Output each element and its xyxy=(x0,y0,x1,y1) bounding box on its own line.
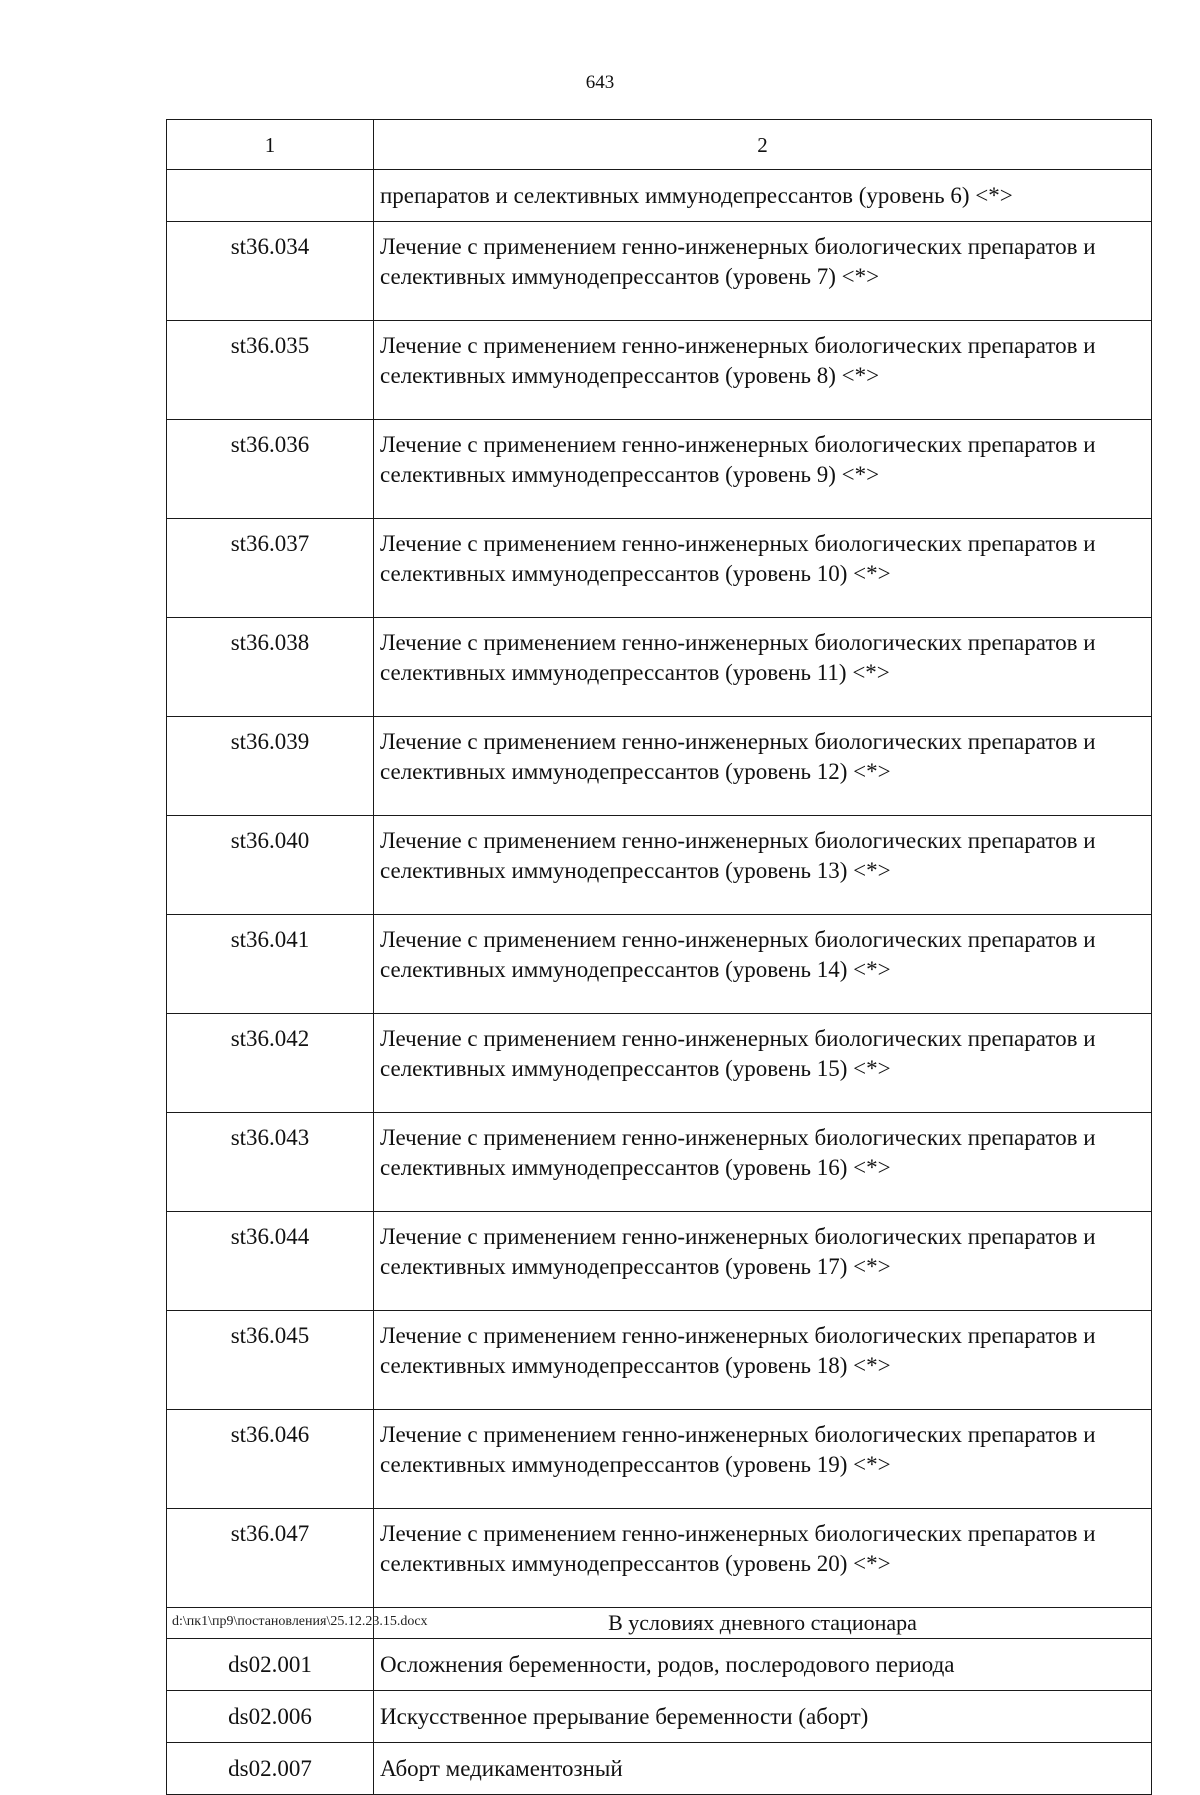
table-row xyxy=(167,1639,1152,1691)
table-row xyxy=(167,1410,1152,1509)
cell-description: Лечение с применением генно-инженерных биологических препаратов и селективных иммунодепрессантов (уровень 7) <*> xyxy=(374,222,1152,321)
cell-code: ds02.006 xyxy=(167,1691,374,1743)
cell-description: Лечение с применением генно-инженерных биологических препаратов и селективных иммунодепрессантов (уровень 8) <*> xyxy=(374,321,1152,420)
cell-code: st36.035 xyxy=(167,321,374,420)
cell-code: ds02.001 xyxy=(167,1639,374,1691)
cell-code: st36.046 xyxy=(167,1410,374,1509)
table-row xyxy=(167,222,1152,321)
cell-code: st36.038 xyxy=(167,618,374,717)
cell-description: Лечение с применением генно-инженерных биологических препаратов и селективных иммунодепрессантов (уровень 20) <*> xyxy=(374,1509,1152,1608)
cell-code: st36.042 xyxy=(167,1014,374,1113)
cell-description: Лечение с применением генно-инженерных биологических препаратов и селективных иммунодепрессантов (уровень 9) <*> xyxy=(374,420,1152,519)
cell-code: st36.041 xyxy=(167,915,374,1014)
table-row xyxy=(167,618,1152,717)
table-row xyxy=(167,321,1152,420)
cell-description: Лечение с применением генно-инженерных биологических препаратов и селективных иммунодепрессантов (уровень 17) <*> xyxy=(374,1212,1152,1311)
footer-file-path: d:\пк1\пр9\постановления\25.12.23.15.docx xyxy=(172,1614,428,1629)
header-cell-code: 1 xyxy=(167,120,374,170)
cell-code: st36.040 xyxy=(167,816,374,915)
table-body xyxy=(167,120,1152,1795)
table-row xyxy=(167,170,1152,222)
table-row xyxy=(167,1311,1152,1410)
cell-description: Лечение с применением генно-инженерных биологических препаратов и селективных иммунодепрессантов (уровень 18) <*> xyxy=(374,1311,1152,1410)
cell-description: Лечение с применением генно-инженерных биологических препаратов и селективных иммунодепрессантов (уровень 10) <*> xyxy=(374,519,1152,618)
cell-description: Лечение с применением генно-инженерных биологических препаратов и селективных иммунодепрессантов (уровень 11) <*> xyxy=(374,618,1152,717)
table-row xyxy=(167,1113,1152,1212)
table-row xyxy=(167,1014,1152,1113)
table-row xyxy=(167,717,1152,816)
header-cell-description: 2 xyxy=(374,120,1152,170)
cell-description: Лечение с применением генно-инженерных биологических препаратов и селективных иммунодепрессантов (уровень 12) <*> xyxy=(374,717,1152,816)
table-row xyxy=(167,1691,1152,1743)
cell-code: st36.045 xyxy=(167,1311,374,1410)
cell-description: Лечение с применением генно-инженерных биологических препаратов и селективных иммунодепрессантов (уровень 14) <*> xyxy=(374,915,1152,1014)
cell-description: Аборт медикаментозный xyxy=(374,1743,1152,1795)
cell-description: Лечение с применением генно-инженерных биологических препаратов и селективных иммунодепрессантов (уровень 13) <*> xyxy=(374,816,1152,915)
page-number: 643 xyxy=(585,72,615,93)
cell-code: st36.043 xyxy=(167,1113,374,1212)
cell-code: st36.036 xyxy=(167,420,374,519)
table-row xyxy=(167,1743,1152,1795)
cell-description: Лечение с применением генно-инженерных биологических препаратов и селективных иммунодепрессантов (уровень 16) <*> xyxy=(374,1113,1152,1212)
document-table xyxy=(166,119,1152,1795)
section-heading: В условиях дневного стационара xyxy=(374,1608,1152,1639)
cell-description: препаратов и селективных иммунодепрессантов (уровень 6) <*> xyxy=(374,170,1152,222)
cell-code: st36.044 xyxy=(167,1212,374,1311)
table-row xyxy=(167,519,1152,618)
table-row xyxy=(167,816,1152,915)
table-row xyxy=(167,1509,1152,1608)
table-row xyxy=(167,1212,1152,1311)
cell-code xyxy=(167,170,374,222)
cell-code: st36.047 xyxy=(167,1509,374,1608)
table-header-row xyxy=(167,120,1152,170)
cell-code: st36.034 xyxy=(167,222,374,321)
cell-code: st36.039 xyxy=(167,717,374,816)
cell-description: Лечение с применением генно-инженерных биологических препаратов и селективных иммунодепрессантов (уровень 19) <*> xyxy=(374,1410,1152,1509)
cell-code: ds02.007 xyxy=(167,1743,374,1795)
cell-code: st36.037 xyxy=(167,519,374,618)
cell-description: Осложнения беременности, родов, послеродового периода xyxy=(374,1639,1152,1691)
cell-description: Искусственное прерывание беременности (аборт) xyxy=(374,1691,1152,1743)
table-row xyxy=(167,420,1152,519)
cell-description: Лечение с применением генно-инженерных биологических препаратов и селективных иммунодепрессантов (уровень 15) <*> xyxy=(374,1014,1152,1113)
table-row xyxy=(167,915,1152,1014)
